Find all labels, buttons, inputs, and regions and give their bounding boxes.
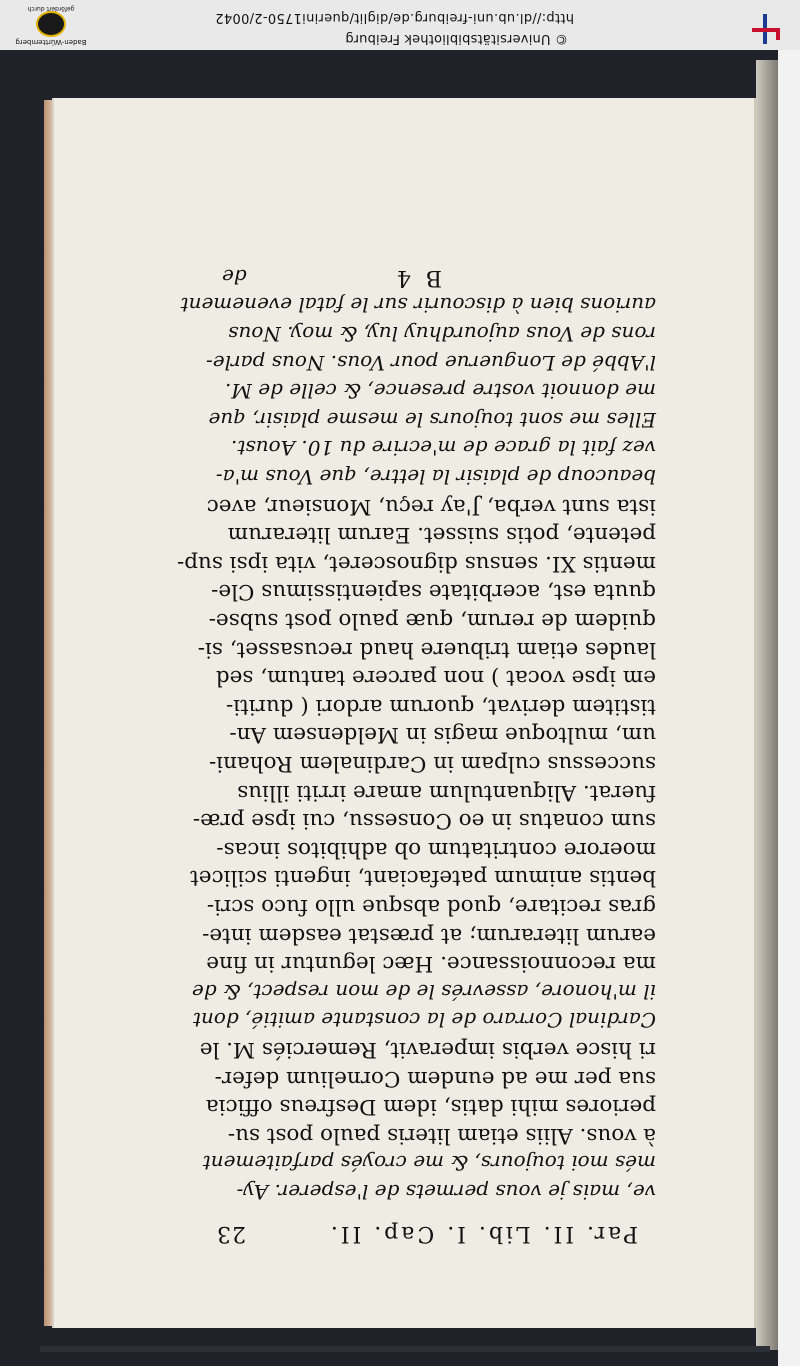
library-banner [0, 0, 800, 50]
library-name: © Universitätsbibliothek Freiburg [345, 31, 568, 46]
page-text-block [176, 258, 656, 1248]
text-line: bentis animum patefaciant, ingenti scilicet [190, 865, 656, 891]
text-line: em ipse vocat ) non parcere tantum, sed [215, 665, 656, 691]
text-line: il m'honore, assevrés le de mon respect, & de [191, 979, 656, 1004]
sponsor-text-bottom: gefördert durch [27, 5, 75, 12]
text-line: ma reconnoissance. Hæc leguntur in fine [206, 951, 656, 977]
text-line: sua per me ad eundem Cornelium defer- [214, 1065, 656, 1091]
text-line: petente, potis suisset. Earum literarum [227, 522, 656, 548]
text-line: beaucoup de plaisir la lettre, que Vous m'a- [215, 465, 656, 489]
text-line: à vous. Aliis etiam literis paulo post su- [227, 1122, 656, 1148]
text-line: ri hisce verbis imperavit, Remerciés M. le [199, 1037, 656, 1062]
scan-ruler [40, 1346, 770, 1352]
text-line: me donnoit vostre presence, & celle de M. [225, 379, 656, 404]
text-line: Cardinal Corraro de la constante amitié, dont [192, 1008, 656, 1033]
text-line: més moi toujours, & me croyés parfaitement [202, 1151, 656, 1176]
text-line: moerore contritatum ob adhibitos incas- [216, 836, 656, 862]
running-header [216, 1218, 656, 1248]
text-line: um, multoque magis in Meldensem An- [229, 722, 656, 748]
page-footer [216, 263, 656, 291]
text-line: quuta est, acerbitate sapientissimus Cle- [211, 579, 656, 605]
text-line: mentis XI. sensus dignosceret, vita ipsi sup- [176, 550, 656, 576]
ub-freiburg-logo-icon [758, 14, 772, 44]
right-margin-strip [778, 50, 800, 1366]
running-header-title: Par. II. Lib. I. Cap. II. [327, 1221, 638, 1246]
sponsor-text-top: Baden-Württemberg [15, 38, 87, 46]
text-line: successus culpam in Cardinalem Rohani- [208, 751, 656, 776]
text-line: tistitem derivat, quorum ardori ( duriti- [225, 693, 656, 719]
catchword: de [222, 264, 247, 289]
text-line: laudes etiam tribuere haud recusasset, si- [197, 636, 656, 662]
text-line: Elles me sont toujours le mesme plaisir, que [208, 407, 656, 432]
page-number: 23 [216, 1221, 246, 1246]
text-line: fuerat. Aliquantulum amare irriti illius [237, 779, 656, 805]
text-line: ve, mais je vous permets de l'esperer. Ay- [236, 1180, 656, 1204]
sponsor-badge [6, 2, 96, 48]
text-line: sum conatus in eo Consessu, cui ipse præ- [192, 808, 656, 834]
permalink[interactable]: http://dl.ub.uni-freiburg.de/diglit/querini1750-2/0042 [215, 10, 574, 25]
text-line: earum literarum; at præstat easdem inte- [202, 922, 656, 948]
text-line: rons de Vous aujourdhuy luy, & moy. Nous [228, 322, 656, 346]
book-gutter [756, 60, 778, 1350]
text-line: ista sunt verba, J'ay reçu, Monsieur, avec [206, 493, 656, 519]
text-line: aurions bien à discourir sur le fatal evenement [180, 293, 656, 318]
text-line: quidem de rerum, quæ paulo post subse- [208, 608, 656, 633]
text-line: periores mihi datis, idem Desfreus officia [205, 1094, 656, 1120]
text-line: l'Abbé de Longuerue pour Vous. Nous parle- [206, 350, 656, 375]
text-line: gras recitare, quod absque ullo fuco scri- [206, 894, 656, 919]
text-line: vez fait la grace de m'ecrire du 10. Aoust. [231, 436, 656, 461]
signature-mark: B 4 [392, 264, 442, 290]
state-seal-icon [36, 11, 66, 37]
